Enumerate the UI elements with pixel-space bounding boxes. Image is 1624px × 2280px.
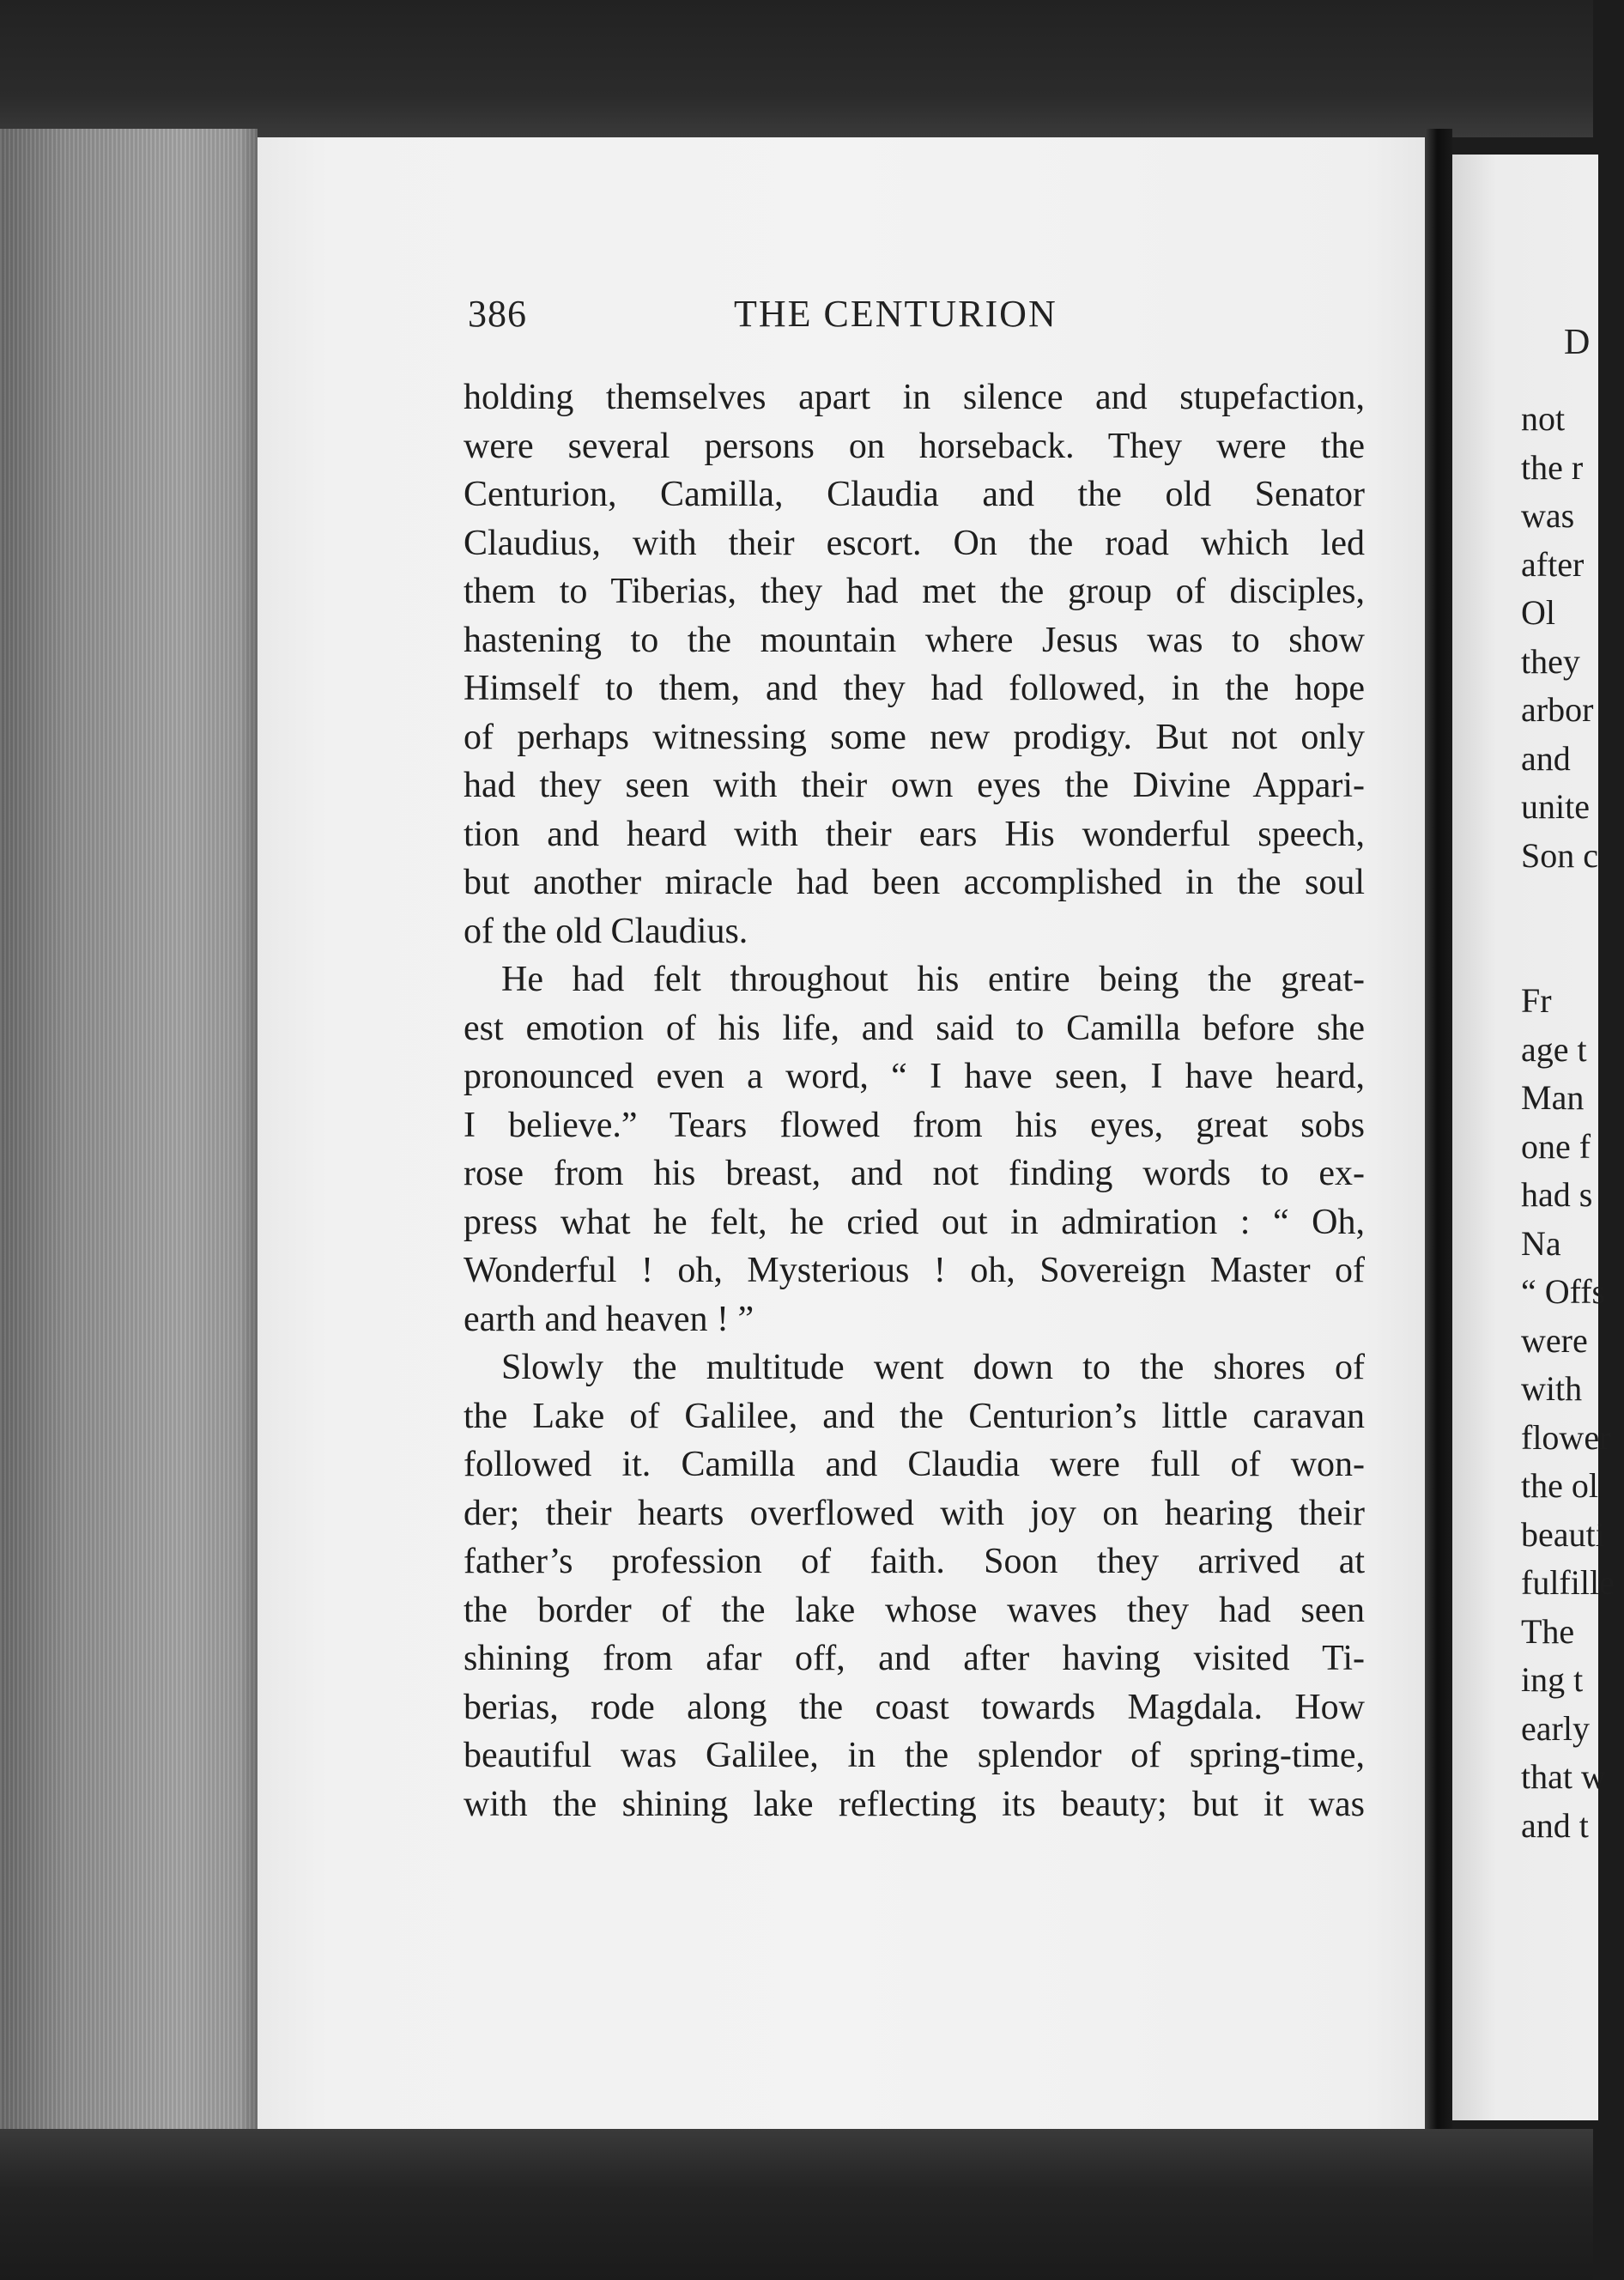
text-line: holding themselves apart in silence and stupefaction, [464,378,1365,417]
right-text-line: age t [1521,1029,1587,1069]
right-text-line: The [1521,1611,1575,1651]
right-text-line: the ol [1521,1466,1598,1505]
text-line: He had felt throughout his entire being the great- [501,960,1365,999]
text-line: of the old Claudius. [464,911,748,951]
text-line: shining from afar off, and after having visited Ti- [464,1639,1365,1678]
text-line: Slowly the multitude went down to the shores of [501,1348,1365,1387]
right-text-line [1521,929,1624,978]
text-line: Centurion, Camilla, Claudia and the old Senator [464,475,1365,514]
right-text-line: beauti [1521,1514,1605,1554]
text-line: the Lake of Galilee, and the Centurion’s little caravan [464,1396,1365,1436]
text-line: the border of the lake whose waves they had seen [464,1590,1365,1630]
right-text-line: Man [1521,1078,1585,1117]
text-line: were several persons on horseback. They were the [464,426,1365,466]
right-text-line [1521,880,1624,929]
right-text-line: and [1521,738,1571,778]
text-line: earth and heaven ! ” [464,1299,754,1339]
text-line: followed it. Camilla and Claudia were full of won- [464,1445,1365,1484]
scan-background-top [0,0,1593,137]
right-text-line: not [1521,399,1566,438]
right-text-line: with [1521,1369,1583,1408]
text-line: father’s profession of faith. Soon they arrived at [464,1542,1365,1581]
text-line: pronounced even a word, “ I have seen, I have heard, [464,1057,1365,1096]
text-line: der; their hearts overflowed with joy on hearing their [464,1493,1365,1533]
text-line: had they seen with their own eyes the Divine Appari- [464,766,1365,805]
book-page-edges [0,129,258,2138]
right-text-line: were [1521,1320,1588,1360]
right-text-line: arbor [1521,690,1594,729]
book-gutter [1425,129,1452,2129]
text-line: press what he felt, he cried out in admiration : “ Oh, [464,1202,1365,1242]
right-text-line: and t [1521,1805,1589,1845]
right-text-line: Ol [1521,593,1555,632]
right-text-line: early [1521,1708,1590,1748]
right-text-line: fulfille [1521,1563,1615,1602]
text-line: tion and heard with their ears His wonderful speech, [464,814,1365,854]
body-text [464,373,1365,1828]
right-page-header-fragment: D [1564,323,1591,362]
right-text-line: flower [1521,1417,1611,1457]
text-line: of perhaps witnessing some new prodigy. But not only [464,717,1365,757]
text-line: I believe.” Tears flowed from his eyes, great sobs [464,1105,1365,1145]
page-header [468,292,1360,352]
text-line: est emotion of his life, and said to Camilla before she [464,1008,1365,1048]
text-line: rose from his breast, and not finding words to ex- [464,1154,1365,1193]
text-line: with the shining lake reflecting its beauty; but it was [464,1784,1365,1824]
right-text-line: the r [1521,447,1584,487]
text-line: Claudius, with their escort. On the road which led [464,523,1365,563]
text-line: them to Tiberias, they had met the group of disciples, [464,572,1365,611]
right-text-line: “ Offs [1521,1272,1606,1311]
right-text-line: one f [1521,1126,1591,1166]
page-number: 386 [468,293,527,335]
text-line: Himself to them, and they had followed, in the hope [464,669,1365,708]
right-page-text [1521,395,1624,1850]
text-line: Wonderful ! oh, Mysterious ! oh, Sovereign Master of [464,1251,1365,1290]
right-text-line: ing t [1521,1660,1584,1699]
text-line: beautiful was Galilee, in the splendor of spring-time, [464,1736,1365,1775]
right-text-line: Na [1521,1223,1561,1263]
right-text-line: after [1521,544,1585,584]
right-text-line: unite [1521,787,1590,826]
text-line: hastening to the mountain where Jesus was to show [464,620,1365,660]
right-text-line: that w [1521,1757,1606,1796]
text-line: but another miracle had been accomplished in the soul [464,863,1365,902]
right-text-line: they [1521,641,1580,681]
running-head: THE CENTURION [734,293,1057,335]
right-text-line: was [1521,496,1575,535]
right-text-line: Son c [1521,835,1598,875]
text-line: berias, rode along the coast towards Magdala. How [464,1687,1365,1727]
right-text-line: Fr [1521,981,1552,1020]
right-text-line: had s [1521,1175,1593,1214]
scan-background-bottom [0,2129,1593,2280]
